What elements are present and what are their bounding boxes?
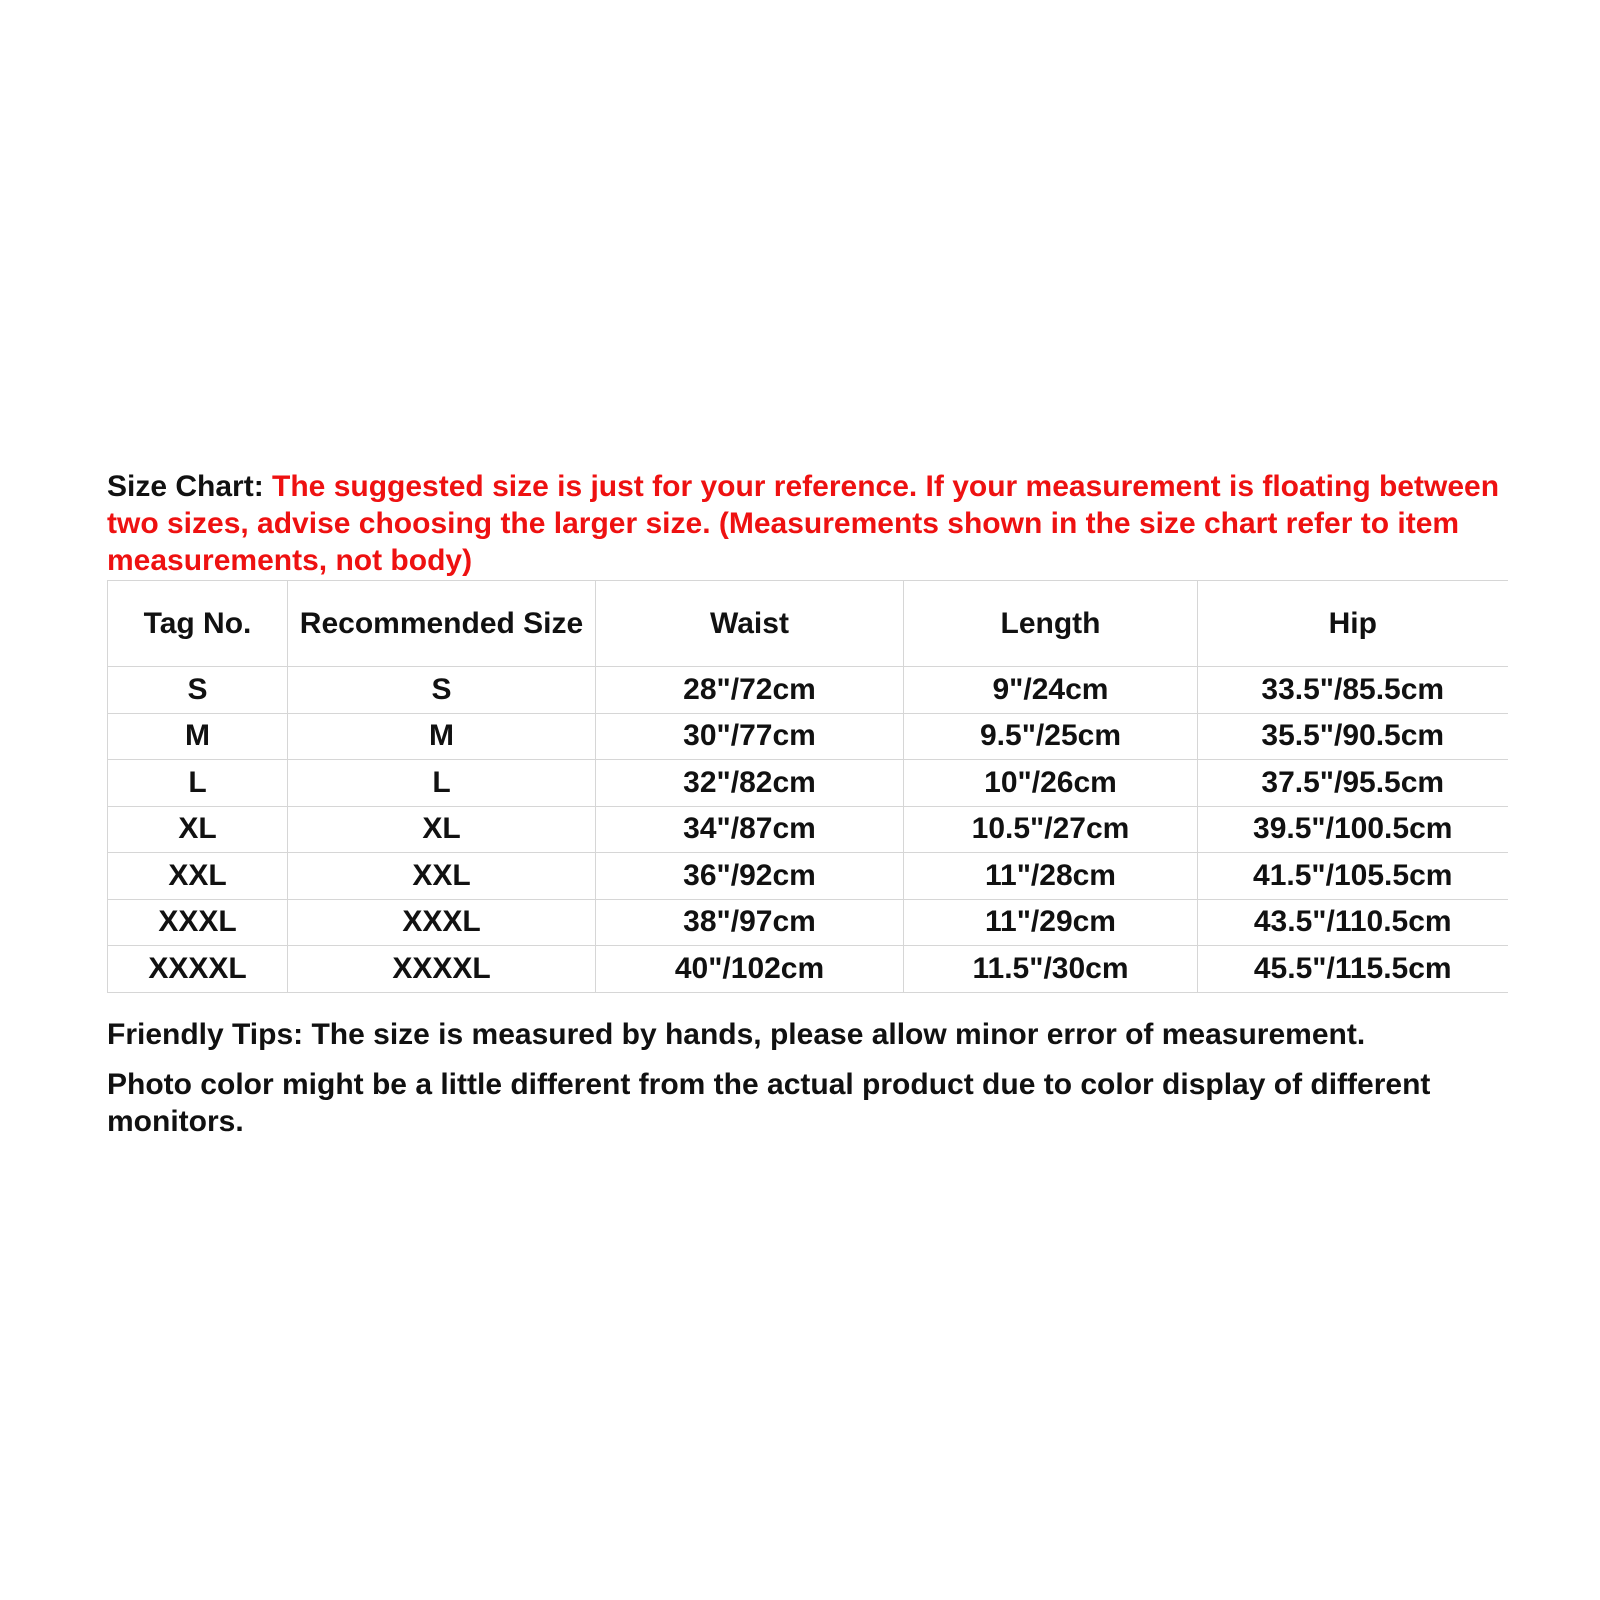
table-row — [108, 713, 1508, 760]
size-chart-intro — [107, 468, 1507, 579]
cell-waist: 28"/72cm — [596, 667, 904, 714]
cell-recommended-size: M — [288, 713, 596, 760]
cell-waist: 36"/92cm — [596, 853, 904, 900]
cell-length: 9.5"/25cm — [904, 713, 1198, 760]
cell-hip: 39.5"/100.5cm — [1198, 806, 1508, 853]
cell-recommended-size: S — [288, 667, 596, 714]
cell-hip: 45.5"/115.5cm — [1198, 946, 1508, 993]
friendly-tips-text: Friendly Tips: The size is measured by hands, please allow minor error of measurement. — [107, 1018, 1366, 1051]
cell-hip: 43.5"/110.5cm — [1198, 899, 1508, 946]
table-row — [108, 667, 1508, 714]
table-row — [108, 853, 1508, 900]
cell-tag-no: XXXXL — [108, 946, 288, 993]
cell-tag-no: XL — [108, 806, 288, 853]
cell-length: 10.5"/27cm — [904, 806, 1198, 853]
size-chart-label: Size Chart: — [107, 470, 273, 503]
cell-tag-no: M — [108, 713, 288, 760]
size-chart-note: The suggested size is just for your reference. If your measurement is floating between two sizes, advise choosing the larger size. (Measurements shown in the size chart refer to item measurements, not body) — [107, 470, 1500, 577]
cell-waist: 34"/87cm — [596, 806, 904, 853]
cell-recommended-size: XL — [288, 806, 596, 853]
cell-tag-no: L — [108, 760, 288, 807]
cell-waist: 40"/102cm — [596, 946, 904, 993]
cell-length: 11"/29cm — [904, 899, 1198, 946]
cell-hip: 35.5"/90.5cm — [1198, 713, 1508, 760]
cell-recommended-size: XXXL — [288, 899, 596, 946]
table-row — [108, 806, 1508, 853]
cell-hip: 37.5"/95.5cm — [1198, 760, 1508, 807]
cell-waist: 38"/97cm — [596, 899, 904, 946]
table-row — [108, 899, 1508, 946]
table-header-row — [108, 581, 1508, 667]
cell-recommended-size: L — [288, 760, 596, 807]
cell-recommended-size: XXL — [288, 853, 596, 900]
cell-tag-no: XXXL — [108, 899, 288, 946]
table-row — [108, 946, 1508, 993]
header-hip: Hip — [1198, 581, 1508, 667]
cell-tag-no: XXL — [108, 853, 288, 900]
cell-length: 10"/26cm — [904, 760, 1198, 807]
header-recommended-size: Recommended Size — [288, 581, 596, 667]
header-length: Length — [904, 581, 1198, 667]
cell-hip: 33.5"/85.5cm — [1198, 667, 1508, 714]
cell-tag-no: S — [108, 667, 288, 714]
header-tag-no: Tag No. — [108, 581, 288, 667]
size-chart-table — [107, 580, 1508, 993]
header-waist: Waist — [596, 581, 904, 667]
cell-waist: 30"/77cm — [596, 713, 904, 760]
cell-length: 11"/28cm — [904, 853, 1198, 900]
cell-recommended-size: XXXXL — [288, 946, 596, 993]
cell-waist: 32"/82cm — [596, 760, 904, 807]
cell-length: 11.5"/30cm — [904, 946, 1198, 993]
photo-color-note: Photo color might be a little different from the actual product due to color display of different monitors. — [107, 1068, 1431, 1138]
cell-hip: 41.5"/105.5cm — [1198, 853, 1508, 900]
cell-length: 9"/24cm — [904, 667, 1198, 714]
table-row — [108, 760, 1508, 807]
